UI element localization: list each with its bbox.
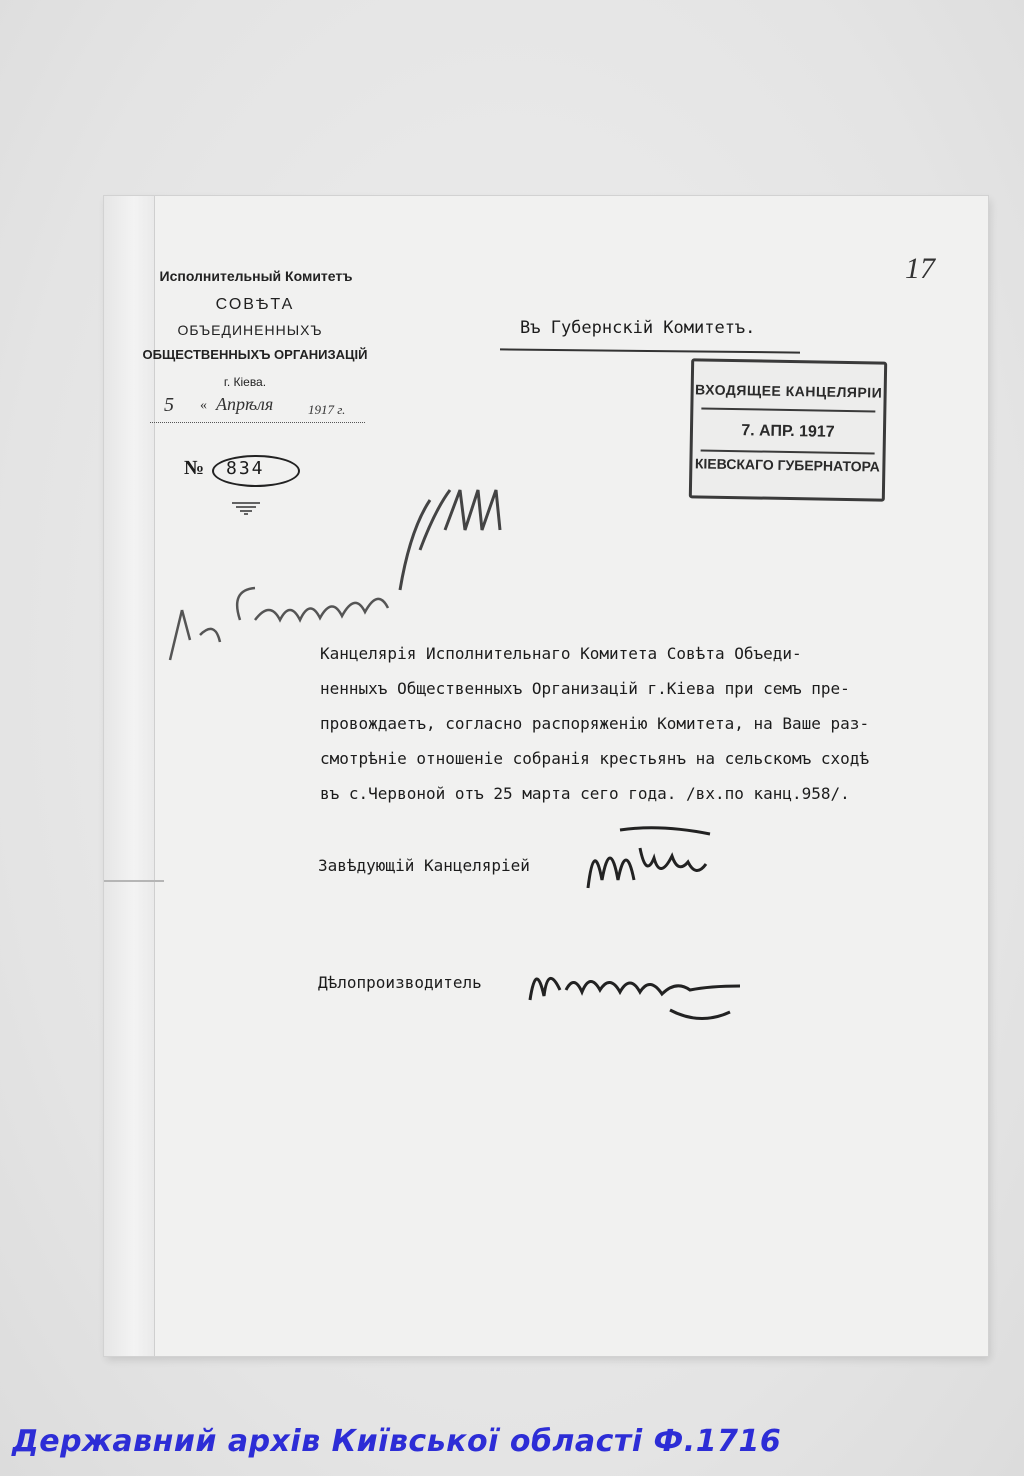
letterhead-organizations: ОБЩЕСТВЕННЫХЪ ОРГАНИЗАЦІЙ <box>142 347 368 362</box>
letter-body: Канцелярія Исполнительнаго Комитета Совѣта Объеди- ненныхъ Общественныхъ Организацій г.Кіева при семъ пре- провождаетъ, согласно распоряженію Комитета, на Ваше раз- смотрѣніе отношеніе собранія крестьянъ на сельскомъ сходѣ въ с.Червоной отъ 25 марта сего года. /вх.по канц.958/. <box>320 644 870 803</box>
number-sign: № <box>184 457 205 479</box>
stamp-date: 7. АПР. 1917 <box>741 422 835 441</box>
clerk-signature <box>520 950 760 1044</box>
letterhead-city: г. Кіева. <box>223 375 267 389</box>
received-stamp <box>689 358 887 501</box>
date-quote-mark: « <box>200 398 207 413</box>
date-month: Апрѣля <box>216 394 274 414</box>
fold-mark <box>104 880 164 882</box>
head-signature <box>580 818 730 912</box>
number-value: 834 <box>226 458 265 479</box>
stamp-office: ВХОДЯЩЕЕ КАНЦЕЛЯРІИ <box>694 381 883 401</box>
letterhead-date <box>150 394 365 423</box>
letterhead-council: СОВѢТА <box>215 296 295 313</box>
letterhead-committee: Исполнительный Комитетъ <box>159 268 353 284</box>
letterhead-united: ОБЪЕДИНЕННЫХЪ <box>177 322 323 338</box>
date-day: 5 <box>164 394 174 416</box>
stamp-governor: КІЕВСКАГО ГУБЕРНАТОРА <box>694 455 880 475</box>
folio-number: 17 <box>905 252 935 285</box>
clerk-label: Дѣлопроизводитель <box>318 973 482 992</box>
date-year: 1917 г. <box>308 402 346 417</box>
stamp-divider <box>701 407 875 412</box>
head-of-office-label: Завѣдующій Канцеляріей <box>318 856 530 875</box>
addressee: Въ Губернскій Комитетъ. <box>520 318 756 338</box>
binding-edge <box>104 196 155 1356</box>
stamp-divider <box>701 449 875 454</box>
archive-caption: Державний архів Київської області Ф.1716 <box>12 1424 782 1459</box>
